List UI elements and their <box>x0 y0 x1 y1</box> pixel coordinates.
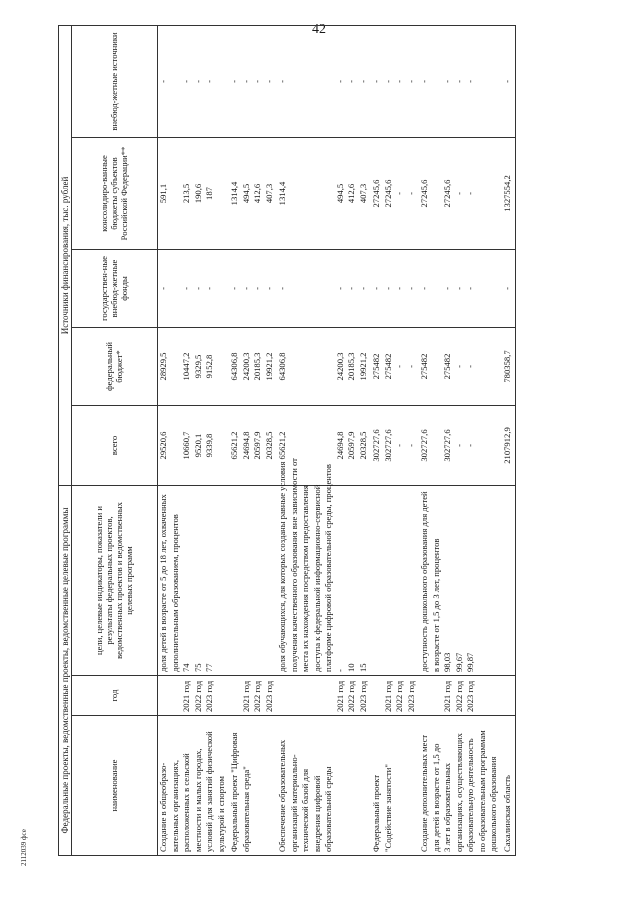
cell-line: - <box>181 287 192 290</box>
table-row <box>419 25 502 855</box>
cell-name <box>371 716 419 856</box>
cell-line: 407,3 <box>357 183 368 204</box>
cell-line: организациях, осуществляющих <box>453 733 464 852</box>
cell-federal <box>229 327 277 405</box>
cell-line: образовательной среды <box>323 766 334 852</box>
cell-line: 20328,5 <box>357 431 368 460</box>
cell-line <box>407 719 419 852</box>
cell-line <box>347 719 359 852</box>
cell-line: 2023 год <box>263 680 274 712</box>
cell-federal <box>502 327 516 405</box>
cell-line: для детей в возрасте от 1,5 до <box>430 743 441 852</box>
cell-state <box>277 249 371 327</box>
cell-consolidated <box>371 137 419 249</box>
page-number: 42 <box>312 22 326 37</box>
cell-line: - <box>394 80 405 83</box>
cell-line: 494,5 <box>240 183 251 204</box>
cell-line: 1327554,2 <box>501 175 512 212</box>
cell-line <box>265 719 277 852</box>
cell-line <box>301 679 313 712</box>
rotated-table-container <box>58 26 578 856</box>
cell-federal <box>158 327 230 405</box>
cell-line: - <box>501 80 512 83</box>
cell-line: в возрасте от 1,5 до 3 лет, процентов <box>430 538 441 672</box>
cell-line: места их нахождения посредством предоставления <box>300 485 311 672</box>
cell-line: - <box>181 80 192 83</box>
cell-line <box>478 331 490 402</box>
cell-line: 591,1 <box>158 183 169 204</box>
cell-line: 412,6 <box>346 183 357 204</box>
cell-line: 19921,2 <box>357 352 368 381</box>
cell-line <box>503 679 515 712</box>
cell-line <box>489 29 501 134</box>
col-header-federal: федеральный бюджет* <box>72 327 158 405</box>
cell-line: 2021 год <box>334 680 345 712</box>
cell-line: 27245,6 <box>371 179 382 208</box>
cell-line: - <box>240 287 251 290</box>
funding-caption: Источники финансирования, тыс. рублей <box>59 25 72 485</box>
cell-line: - <box>442 287 453 290</box>
cell-line <box>489 409 501 482</box>
cell-line: 2022 год <box>252 680 263 712</box>
cell-line: условий для занятий физической <box>204 731 215 852</box>
cell-extra <box>371 25 419 137</box>
cell-line: 75 <box>192 663 203 672</box>
col-header-year: год <box>72 676 158 716</box>
cell-name <box>229 716 277 856</box>
cell-federal <box>277 327 371 405</box>
cell-line <box>478 141 490 246</box>
cell-line: - <box>465 287 476 290</box>
cell-line: - <box>204 80 215 83</box>
cell-total <box>502 405 516 485</box>
cell-consolidated <box>277 137 371 249</box>
cell-line: расположенных в сельской <box>181 753 192 852</box>
cell-years <box>502 676 516 716</box>
cell-line <box>217 489 229 672</box>
cell-line: - <box>405 365 416 368</box>
cell-line: 2023 год <box>405 680 416 712</box>
cell-line <box>265 489 277 672</box>
cell-line <box>217 141 229 246</box>
cell-line: - <box>346 287 357 290</box>
cell-line: 2021 год <box>442 680 453 712</box>
cell-line: - <box>371 287 382 290</box>
cell-line: 275482 <box>371 353 382 380</box>
cell-line: 99,67 <box>453 652 464 672</box>
cell-goal <box>158 485 230 675</box>
cell-line <box>478 409 490 482</box>
cell-years <box>419 676 502 716</box>
cell-line: - <box>204 287 215 290</box>
cell-line <box>489 331 501 402</box>
cell-line <box>290 331 302 402</box>
cell-line <box>301 29 313 134</box>
cell-extra <box>158 25 230 137</box>
cell-line: 27245,6 <box>382 179 393 208</box>
cell-line <box>253 489 265 672</box>
cell-line: 99,87 <box>465 652 476 672</box>
cell-line: 24694,8 <box>334 431 345 460</box>
cell-line <box>217 253 229 324</box>
col-header-name: наименование <box>72 716 158 856</box>
cell-line: Обеспечение образовательных <box>277 739 288 852</box>
cell-line <box>301 141 313 246</box>
cell-line <box>290 679 302 712</box>
cell-line <box>301 331 313 402</box>
cell-line: - <box>277 287 288 290</box>
cell-line: - <box>501 287 512 290</box>
cell-state <box>371 249 419 327</box>
col-header-extra: внебюд-жетные источники <box>72 25 158 137</box>
cell-line: - <box>394 365 405 368</box>
cell-line: - <box>382 287 393 290</box>
cell-line: 29520,6 <box>158 431 169 460</box>
cell-federal <box>419 327 502 405</box>
cell-line: 1314,4 <box>277 181 288 206</box>
cell-line: доля обучающихся, для которых созданы равные условия <box>277 461 288 672</box>
cell-line <box>420 679 432 712</box>
cell-total <box>371 405 419 485</box>
cell-consolidated <box>229 137 277 249</box>
cell-line: - <box>229 80 240 83</box>
cell-line: 9152,8 <box>204 354 215 379</box>
cell-line: - <box>394 444 405 447</box>
cell-line <box>217 29 229 134</box>
cell-years <box>229 676 277 716</box>
cell-line: 24694,8 <box>240 431 251 460</box>
cell-line: - <box>252 287 263 290</box>
cell-years <box>277 676 371 716</box>
cell-years <box>158 676 230 716</box>
cell-line <box>395 489 407 672</box>
cell-line: "Содействие занятости" <box>382 764 393 852</box>
cell-state <box>158 249 230 327</box>
cell-line: - <box>453 80 464 83</box>
cell-line: - <box>453 444 464 447</box>
cell-consolidated <box>419 137 502 249</box>
cell-line: 302727,6 <box>382 429 393 462</box>
cell-line: 64306,8 <box>277 352 288 381</box>
cell-line: 2021 год <box>240 680 251 712</box>
cell-line <box>489 489 501 672</box>
cell-line: - <box>465 80 476 83</box>
cell-line: - <box>357 287 368 290</box>
cell-line <box>384 489 396 672</box>
cell-line: 302727,6 <box>419 429 430 462</box>
cell-line: 27245,6 <box>419 179 430 208</box>
cell-line <box>359 719 371 852</box>
cell-goal <box>502 485 516 675</box>
cell-line: Федеральный проект <box>371 774 382 852</box>
cell-line <box>290 141 302 246</box>
cell-extra <box>419 25 502 137</box>
cell-extra <box>229 25 277 137</box>
cell-line: 64306,8 <box>229 352 240 381</box>
cell-line: 20597,9 <box>252 431 263 460</box>
cell-line: 28929,5 <box>158 352 169 381</box>
cell-line: 2023 год <box>465 680 476 712</box>
cell-line: 65621,2 <box>277 431 288 460</box>
cell-line: технической базой для <box>300 768 311 852</box>
cell-line: дошкольного образования <box>488 756 499 852</box>
cell-line <box>478 29 490 134</box>
cell-line <box>372 489 384 672</box>
table-row <box>229 25 277 855</box>
table-row <box>371 25 419 855</box>
cell-line: культурой и спортом <box>215 776 226 852</box>
cell-line: 275482 <box>382 353 393 380</box>
cell-line <box>290 253 302 324</box>
cell-line: - <box>453 287 464 290</box>
col-header-state-funds: государствен-ные внебюд-жетные фонды <box>72 249 158 327</box>
cell-line: - <box>394 192 405 195</box>
cell-line: 20185,3 <box>252 352 263 381</box>
cell-line <box>301 409 313 482</box>
cell-goal <box>229 485 277 675</box>
cell-state <box>502 249 516 327</box>
cell-line: - <box>252 80 263 83</box>
cell-line <box>489 141 501 246</box>
cell-line: 407,3 <box>263 183 274 204</box>
cell-line: 275482 <box>442 353 453 380</box>
cell-line: 1314,4 <box>229 181 240 206</box>
cell-line: дополнительным образованием, процентов <box>169 514 180 672</box>
cell-line <box>290 29 302 134</box>
cell-line <box>407 489 419 672</box>
cell-line <box>336 719 348 852</box>
cell-years <box>371 676 419 716</box>
cell-consolidated <box>158 137 230 249</box>
cell-line: - <box>192 80 203 83</box>
cell-line: - <box>240 80 251 83</box>
cell-line <box>217 409 229 482</box>
cell-line: Сахалинская область <box>501 775 512 852</box>
cell-line: получения качественного образования вне зависимости от <box>288 458 299 672</box>
cell-line: - <box>346 80 357 83</box>
cell-goal <box>277 458 371 675</box>
cell-total <box>229 405 277 485</box>
cell-line: - <box>263 80 274 83</box>
cell-line: 10447,2 <box>181 352 192 381</box>
cell-line: 10660,7 <box>181 431 192 460</box>
cell-line <box>478 679 490 712</box>
cell-line <box>313 29 325 134</box>
cell-total <box>158 405 230 485</box>
cell-line: 9520,1 <box>192 433 203 458</box>
cell-state <box>229 249 277 327</box>
cell-line: 187 <box>204 187 215 200</box>
cell-line: 9339,8 <box>204 433 215 458</box>
cell-line: - <box>465 444 476 447</box>
cell-line: образовательную деятельность <box>465 738 476 852</box>
cell-line: местности и малых городах, <box>192 748 203 852</box>
cell-line <box>478 253 490 324</box>
cell-line: - <box>192 287 203 290</box>
cell-line: - <box>405 287 416 290</box>
cell-total <box>419 405 502 485</box>
cell-line: 77 <box>204 663 215 672</box>
table-row <box>277 25 371 855</box>
cell-line <box>313 331 325 402</box>
cell-line: - <box>405 444 416 447</box>
cell-line: - <box>405 192 416 195</box>
cell-line: 10 <box>346 663 357 672</box>
cell-line: организаций материально- <box>288 754 299 852</box>
cell-goal <box>419 485 502 675</box>
cell-line: - <box>229 287 240 290</box>
main-caption: Федеральные проекты, ведомственные проекты, ведомственные целевые программы <box>59 485 72 855</box>
cell-line: 3 лет в образовательных <box>442 762 453 852</box>
cell-line: 15 <box>357 663 368 672</box>
cell-line: 2021 год <box>181 680 192 712</box>
cell-line: 65621,2 <box>229 431 240 460</box>
funding-table <box>58 25 516 856</box>
cell-line <box>313 253 325 324</box>
cell-consolidated <box>502 137 516 249</box>
cell-line: Федеральный проект "Цифровая <box>229 732 240 852</box>
cell-name <box>502 716 516 856</box>
cell-line: - <box>334 80 345 83</box>
cell-line: 780358,7 <box>501 350 512 383</box>
cell-line: по образовательным программам <box>476 730 487 852</box>
cell-line: 2021 год <box>382 680 393 712</box>
cell-line: - <box>158 287 169 290</box>
cell-line <box>489 679 501 712</box>
cell-line: 20328,5 <box>263 431 274 460</box>
cell-line: - <box>394 287 405 290</box>
col-header-goals: цели, целевые индикаторы, показатели и результаты федеральных проектов, ведомственных проектов и ведомственных целевых программ <box>72 485 158 675</box>
cell-line: 98,03 <box>442 652 453 672</box>
cell-line <box>278 679 290 712</box>
cell-line: 2022 год <box>346 680 357 712</box>
cell-line <box>313 679 325 712</box>
cell-line: доля детей в возрасте от 5 до 18 лет, охваченных <box>158 494 169 672</box>
cell-line <box>478 489 490 672</box>
cell-line <box>301 253 313 324</box>
cell-line: - <box>442 80 453 83</box>
cell-line: - <box>453 192 464 195</box>
cell-line: 2023 год <box>204 680 215 712</box>
cell-line: 302727,6 <box>371 429 382 462</box>
cell-line: 2022 год <box>453 680 464 712</box>
cell-name <box>277 716 371 856</box>
cell-line <box>313 141 325 246</box>
cell-line: - <box>334 669 345 672</box>
cell-line: - <box>263 287 274 290</box>
cell-line: 2022 год <box>192 680 203 712</box>
cell-goal <box>371 485 419 675</box>
cell-line <box>489 253 501 324</box>
cell-line <box>503 489 515 672</box>
cell-line: платформе цифровой образовательной среды, процентов <box>323 464 334 672</box>
cell-extra <box>277 25 371 137</box>
cell-line: 412,6 <box>252 183 263 204</box>
cell-line: 190,6 <box>192 183 203 204</box>
table-row <box>502 25 516 855</box>
cell-line: образовательная среда" <box>240 766 251 852</box>
cell-line: 2107912,9 <box>501 427 512 464</box>
cell-line: - <box>419 80 430 83</box>
col-header-consolidated: консолидиро-ванные бюджеты субъектов Российской Федерации** <box>72 137 158 249</box>
cell-line: 302727,6 <box>442 429 453 462</box>
cell-line: 275482 <box>419 353 430 380</box>
cell-line: 2023 год <box>357 680 368 712</box>
cell-line: - <box>453 365 464 368</box>
cell-line: - <box>357 80 368 83</box>
cell-line: 20597,9 <box>346 431 357 460</box>
cell-line: 2022 год <box>394 680 405 712</box>
cell-line <box>395 719 407 852</box>
cell-line: доступность дошкольного образования для детей <box>419 491 430 672</box>
table-row <box>158 25 230 855</box>
cell-line: 24200,3 <box>240 352 251 381</box>
cell-line: - <box>277 80 288 83</box>
cell-line: - <box>465 192 476 195</box>
cell-line <box>159 679 171 712</box>
cell-line: Создание в общеобразо- <box>158 762 169 852</box>
cell-line: 9329,5 <box>192 354 203 379</box>
cell-line: - <box>419 287 430 290</box>
cell-federal <box>371 327 419 405</box>
cell-line: 24200,3 <box>334 352 345 381</box>
cell-line <box>230 489 242 672</box>
cell-line: - <box>405 80 416 83</box>
cell-extra <box>502 25 516 137</box>
cell-line: доступа к федеральной информационно-сервисной <box>311 484 322 672</box>
cell-line: - <box>382 80 393 83</box>
cell-line: - <box>371 80 382 83</box>
cell-line <box>242 489 254 672</box>
cell-line: 494,5 <box>334 183 345 204</box>
cell-line: 27245,6 <box>442 179 453 208</box>
cell-line: вательных организациях, <box>169 759 180 852</box>
col-header-total: всего <box>72 405 158 485</box>
table-body <box>158 25 516 855</box>
cell-line: - <box>158 80 169 83</box>
cell-line: - <box>465 365 476 368</box>
cell-line: 19921,2 <box>263 352 274 381</box>
cell-line <box>253 719 265 852</box>
cell-line: 74 <box>181 663 192 672</box>
cell-line: Создание дополнительных мест <box>419 734 430 852</box>
cell-name <box>419 716 502 856</box>
cell-line: 20185,3 <box>346 352 357 381</box>
cell-name <box>158 716 230 856</box>
cell-line <box>217 679 229 712</box>
cell-line <box>217 331 229 402</box>
cell-line: внедрения цифровой <box>311 775 322 852</box>
cell-line: - <box>334 287 345 290</box>
footer-code: 2112039 фсе <box>20 829 28 866</box>
cell-state <box>419 249 502 327</box>
cell-line: 213,5 <box>181 183 192 204</box>
